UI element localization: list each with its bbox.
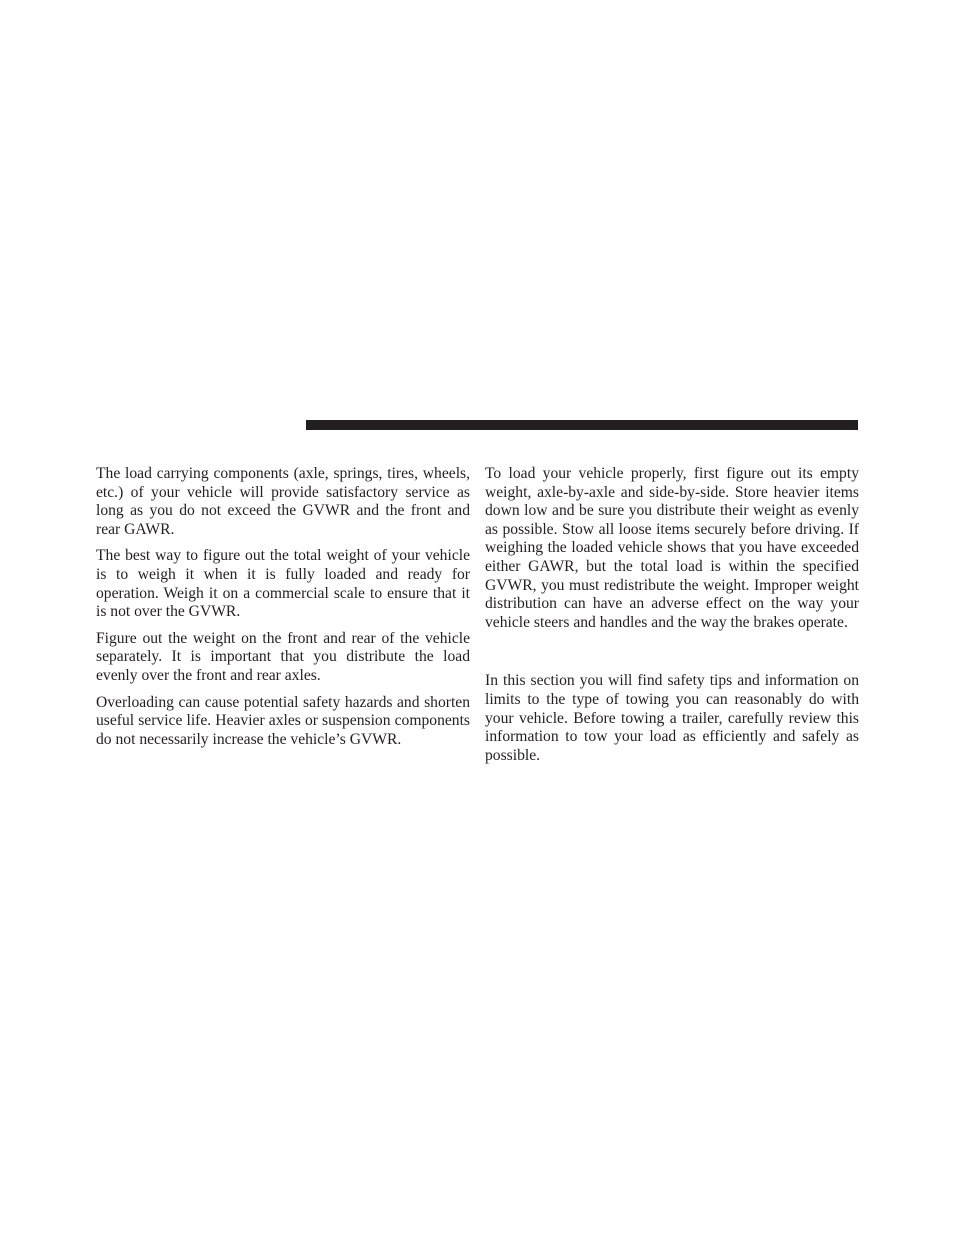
paragraph-overloading: Overloading can cause potential safety hazards and shorten useful service life. Heavier axles or suspension components do not necessarily increase the vehicle’s GVWR. [96,693,470,748]
right-text-column [485,465,859,765]
paragraph-towing-intro: In this section you will find safety tips and information on limits to the type of towing you can reasonably do with your vehicle. Before towing a trailer, carefully review this information to tow your load as efficiently and safely as possible. [485,672,859,764]
paragraph-loading-vehicle: To load your vehicle properly, first figure out its empty weight, axle-by-axle and side-by-side. Store heavier items down low and be sure you distribute their weight as evenly as possible. Stow all loose items securely before driving. If weighing the loaded vehicle shows that you have exceeded either GAWR, but the total load is within the specified GVWR, you must redistribute the weight. Improper weight distribution can have an adverse effect on the way your vehicle steers and handles and the way the brakes operate. [485,465,859,631]
section-header-bar [306,420,858,430]
paragraph-load-components: The load carrying components (axle, springs, tires, wheels, etc.) of your vehicle will provide satisfactory service as long as you do not exceed the GVWR and the front and rear GAWR. [96,465,470,538]
left-text-column [96,465,470,749]
paragraph-front-rear-weight: Figure out the weight on the front and rear of the vehicle separately. It is important that you distribute the load evenly over the front and rear axles. [96,629,470,684]
paragraph-total-weight: The best way to figure out the total weight of your vehicle is to weigh it when it is fully loaded and ready for operation. Weigh it on a commercial scale to ensure that it is not over the GVWR. [96,547,470,621]
